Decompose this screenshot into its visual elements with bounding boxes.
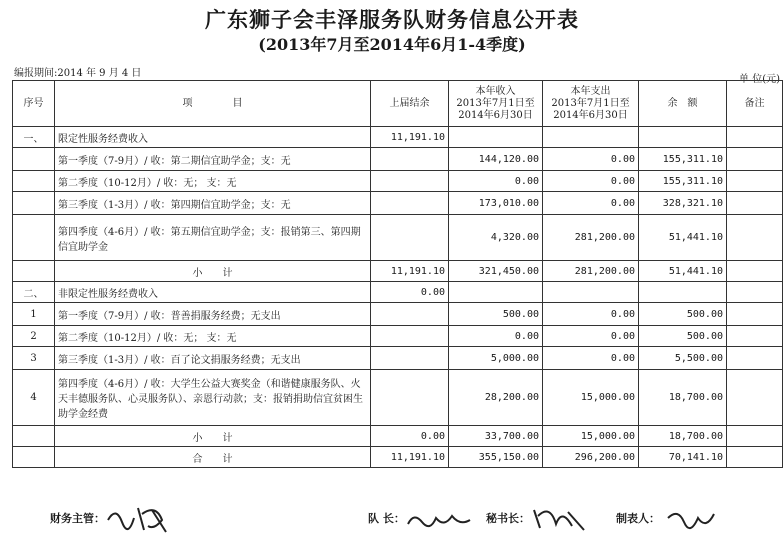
cell-note — [727, 447, 783, 468]
cell-note — [727, 426, 783, 447]
cell-item: 第三季度（1-3月）/ 收：百了论文捐服务经费；无支出 — [55, 347, 371, 370]
cell-income: 355,150.00 — [449, 447, 543, 468]
cell-item: 非限定性服务经费收入 — [55, 282, 371, 303]
cell-item: 第二季度（10-12月）/ 收：无； 支：无 — [55, 326, 371, 347]
table-row — [13, 127, 783, 148]
cell-balance: 500.00 — [639, 326, 727, 347]
finance-table — [12, 80, 783, 468]
table-row — [13, 192, 783, 215]
cell-expense: 296,200.00 — [543, 447, 639, 468]
cell-seq: 2 — [13, 326, 55, 347]
captain-label: 队 长： — [368, 512, 405, 525]
cell-income: 33,700.00 — [449, 426, 543, 447]
subtotal-row — [13, 426, 783, 447]
header-seq: 序号 — [13, 81, 55, 127]
cell-income: 4,320.00 — [449, 215, 543, 261]
cell-prev — [371, 370, 449, 426]
cell-item: 第一季度（7-9月）/ 收：普善捐服务经费；无支出 — [55, 303, 371, 326]
secretary-signature — [528, 500, 590, 536]
cell-prev — [371, 347, 449, 370]
cell-prev: 11,191.10 — [371, 447, 449, 468]
cell-seq: 4 — [13, 370, 55, 426]
cell-expense: 0.00 — [543, 303, 639, 326]
document-title: 广东狮子会丰泽服务队财务信息公开表 — [205, 7, 579, 32]
cell-balance: 155,311.10 — [639, 171, 727, 192]
header-expense-range: 2013年7月1日至2014年6月30日 — [551, 97, 630, 121]
header-note: 备注 — [727, 81, 783, 127]
finance-manager-signature — [104, 500, 174, 536]
cell-expense: 0.00 — [543, 326, 639, 347]
cell-prev — [371, 326, 449, 347]
table-row — [13, 303, 783, 326]
cell-income: 0.00 — [449, 326, 543, 347]
cell-income: 173,010.00 — [449, 192, 543, 215]
cell-note — [727, 282, 783, 303]
cell-balance: 51,441.10 — [639, 261, 727, 282]
cell-seq: 3 — [13, 347, 55, 370]
captain-signature — [404, 506, 478, 534]
cell-expense: 0.00 — [543, 192, 639, 215]
cell-balance: 500.00 — [639, 303, 727, 326]
header-income-label: 本年收入 — [475, 85, 516, 97]
cell-expense — [543, 282, 639, 303]
table-row — [13, 171, 783, 192]
cell-note — [727, 261, 783, 282]
cell-item: 合 计 — [55, 447, 371, 468]
finance-manager-label: 财务主管： — [50, 512, 105, 525]
cell-prev — [371, 171, 449, 192]
cell-expense: 281,200.00 — [543, 261, 639, 282]
preparer-label: 制表人： — [616, 512, 660, 525]
cell-balance: 70,141.10 — [639, 447, 727, 468]
total-row — [13, 447, 783, 468]
cell-note — [727, 303, 783, 326]
cell-income — [449, 282, 543, 303]
header-expense-label: 本年支出 — [570, 85, 611, 97]
cell-note — [727, 326, 783, 347]
cell-note — [727, 171, 783, 192]
cell-item: 第四季度（4-6月）/ 收：第五期信宜助学金；支：报销第三、第四期信宜助学金 — [55, 215, 371, 261]
cell-income: 144,120.00 — [449, 148, 543, 171]
cell-income: 321,450.00 — [449, 261, 543, 282]
table-row — [13, 347, 783, 370]
cell-prev — [371, 148, 449, 171]
cell-prev: 11,191.10 — [371, 127, 449, 148]
cell-seq — [13, 192, 55, 215]
cell-prev — [371, 303, 449, 326]
cell-seq: 二、 — [13, 282, 55, 303]
cell-seq: 一、 — [13, 127, 55, 148]
cell-income: 5,000.00 — [449, 347, 543, 370]
cell-seq — [13, 215, 55, 261]
cell-seq — [13, 426, 55, 447]
cell-note — [727, 127, 783, 148]
cell-item: 限定性服务经费收入 — [55, 127, 371, 148]
cell-balance: 5,500.00 — [639, 347, 727, 370]
preparer-signature — [664, 504, 720, 534]
cell-prev: 0.00 — [371, 426, 449, 447]
cell-balance: 328,321.10 — [639, 192, 727, 215]
cell-prev: 11,191.10 — [371, 261, 449, 282]
table-row — [13, 215, 783, 261]
cell-item: 第三季度（1-3月）/ 收：第四期信宜助学金；支：无 — [55, 192, 371, 215]
cell-expense: 281,200.00 — [543, 215, 639, 261]
cell-balance: 51,441.10 — [639, 215, 727, 261]
header-balance: 余 额 — [639, 81, 727, 127]
cell-expense: 0.00 — [543, 148, 639, 171]
header-prev-balance: 上届结余 — [371, 81, 449, 127]
cell-income: 0.00 — [449, 171, 543, 192]
cell-income — [449, 127, 543, 148]
cell-prev — [371, 215, 449, 261]
cell-expense: 15,000.00 — [543, 370, 639, 426]
cell-balance: 18,700.00 — [639, 426, 727, 447]
document-subtitle: (2013年7月至2014年6月1-4季度) — [258, 35, 526, 54]
cell-item: 第二季度（10-12月）/ 收：无； 支：无 — [55, 171, 371, 192]
cell-expense: 15,000.00 — [543, 426, 639, 447]
cell-note — [727, 215, 783, 261]
cell-seq — [13, 148, 55, 171]
cell-prev: 0.00 — [371, 282, 449, 303]
cell-balance — [639, 127, 727, 148]
cell-balance: 155,311.10 — [639, 148, 727, 171]
cell-seq — [13, 447, 55, 468]
header-expense — [543, 81, 639, 127]
cell-expense — [543, 127, 639, 148]
cell-balance — [639, 282, 727, 303]
cell-seq: 1 — [13, 303, 55, 326]
cell-prev — [371, 192, 449, 215]
cell-note — [727, 370, 783, 426]
table-row — [13, 326, 783, 347]
cell-seq — [13, 261, 55, 282]
cell-balance: 18,700.00 — [639, 370, 727, 426]
cell-income: 28,200.00 — [449, 370, 543, 426]
cell-income: 500.00 — [449, 303, 543, 326]
header-income — [449, 81, 543, 127]
header-item: 项 目 — [55, 81, 371, 127]
cell-note — [727, 192, 783, 215]
report-date: 编报期间:2014 年 9 月 4 日 — [14, 68, 142, 79]
table-row — [13, 148, 783, 171]
cell-item: 小 计 — [55, 261, 371, 282]
header-income-range: 2013年7月1日至2014年6月30日 — [456, 97, 535, 121]
cell-note — [727, 148, 783, 171]
cell-note — [727, 347, 783, 370]
unit-label: 单 位(元) — [739, 74, 780, 85]
cell-item: 小 计 — [55, 426, 371, 447]
secretary-label: 秘书长： — [486, 512, 530, 525]
cell-item: 第一季度（7-9月）/ 收：第二期信宜助学金；支：无 — [55, 148, 371, 171]
subtotal-row — [13, 261, 783, 282]
cell-seq — [13, 171, 55, 192]
table-row — [13, 370, 783, 426]
cell-item: 第四季度（4-6月）/ 收：大学生公益大赛奖金（和谐健康服务队、火天丰德服务队、心灵服务队）、亲恩行动款；支：报销捐助信宜贫困生助学金经费 — [55, 370, 371, 426]
cell-expense: 0.00 — [543, 347, 639, 370]
cell-expense: 0.00 — [543, 171, 639, 192]
table-row — [13, 282, 783, 303]
